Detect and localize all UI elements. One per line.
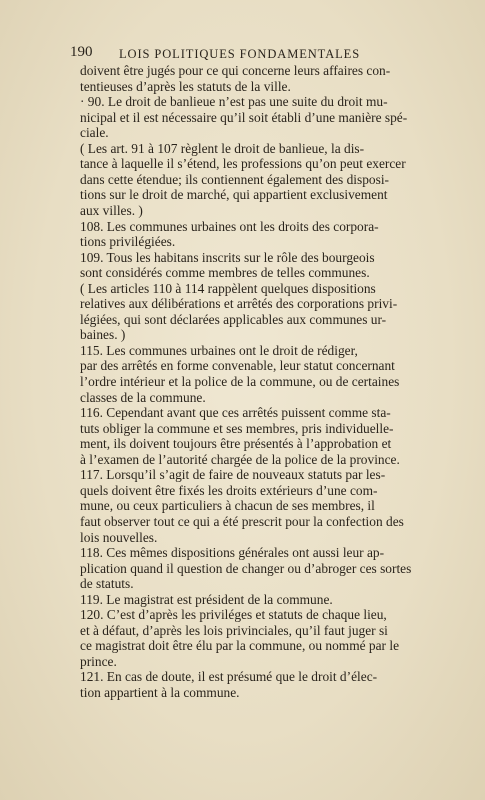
text-line: sont considérés comme membres de telles communes. — [80, 265, 370, 281]
text-line: doivent être jugés pour ce qui concerne leurs affaires con- — [80, 63, 391, 78]
text-line: 109. Tous les habitans inscrits sur le rôle des bourgeois — [80, 249, 375, 265]
text-line: 121. En cas de doute, il est présumé que le droit d’élec- — [80, 669, 378, 685]
text-line: 120. C’est d’après les priviléges et statuts de chaque lieu, — [80, 607, 387, 623]
text-line: ment, ils doivent toujours être présentés à l’approbation et — [80, 436, 392, 452]
text-line: de statuts. — [80, 576, 134, 592]
text-line: faut observer tout ce qui a été prescrit pour la confection des — [80, 513, 404, 529]
page-number: 190 — [70, 44, 93, 60]
text-line: mune, ou ceux particuliers à chacun de ses membres, il — [80, 498, 375, 514]
text-line: tance à laquelle il s’étend, les professions qu’on peut exercer — [80, 156, 406, 172]
text-line: quels doivent être fixés les droits extérieurs d’une com- — [80, 482, 378, 498]
text-line: prince. — [80, 653, 117, 669]
text-line: classes de la commune. — [80, 389, 206, 405]
text-line: · 90. Le droit de banlieue n’est pas une suite du droit mu- — [80, 94, 388, 110]
page-header — [70, 46, 460, 62]
text-line: 116. Cependant avant que ces arrêtés puissent comme sta- — [80, 405, 391, 421]
running-title: LOIS POLITIQUES FONDAMENTALES — [119, 47, 361, 61]
text-line: baines. ) — [80, 327, 126, 343]
text-line: 118. Ces mêmes dispositions générales ont aussi leur ap- — [80, 545, 385, 561]
text-line: tions sur le droit de marché, qui appartient exclusivement — [80, 187, 388, 203]
text-line: ( Les articles 110 à 114 rappèlent quelques dispositions — [80, 280, 376, 296]
text-line: dans cette étendue; ils contiennent également des disposi- — [80, 171, 390, 187]
text-line: tion appartient à la commune. — [80, 685, 240, 700]
text-line: ( Les art. 91 à 107 règlent le droit de banlieue, la dis- — [80, 140, 365, 156]
text-line: 119. Le magistrat est président de la commune. — [80, 591, 333, 607]
text-line: tions privilégiées. — [80, 234, 176, 250]
text-line: et à défaut, d’après les lois privinciales, qu’il faut juger si — [80, 622, 388, 638]
text-line: 115. Les communes urbaines ont le droit de rédiger, — [80, 342, 358, 358]
text-line: l’ordre intérieur et la police de la commune, ou de certaines — [80, 374, 400, 389]
text-line: ce magistrat doit être élu par la commune, ou nommé par le — [80, 638, 400, 654]
text-line: légiées, qui sont déclarées applicables aux communes ur- — [80, 311, 387, 327]
text-line: aux villes. ) — [80, 202, 143, 218]
text-line: tuts obliger la commune et ses membres, pris individuelle- — [80, 420, 394, 436]
text-line: relatives aux délibérations et arrêtés des corporations privi- — [80, 296, 398, 312]
text-line: par des arrêtés en forme convenable, leur statut concernant — [80, 358, 395, 374]
text-line: tentieuses d’après les statuts de la ville. — [80, 78, 291, 94]
text-line: à l’examen de l’autorité chargée de la police de la province. — [80, 451, 400, 467]
text-line: ciale. — [80, 125, 109, 141]
text-line: lois nouvelles. — [80, 529, 158, 545]
text-line: nicipal et il est nécessaire qu’il soit établi d’une manière spé- — [80, 109, 408, 125]
text-line: plication quand il question de changer ou d’abroger ces sortes — [80, 560, 412, 576]
text-line: 117. Lorsqu’il s’agit de faire de nouveaux statuts par les- — [80, 467, 386, 483]
text-line: 108. Les communes urbaines ont les droits des corpora- — [80, 218, 379, 234]
